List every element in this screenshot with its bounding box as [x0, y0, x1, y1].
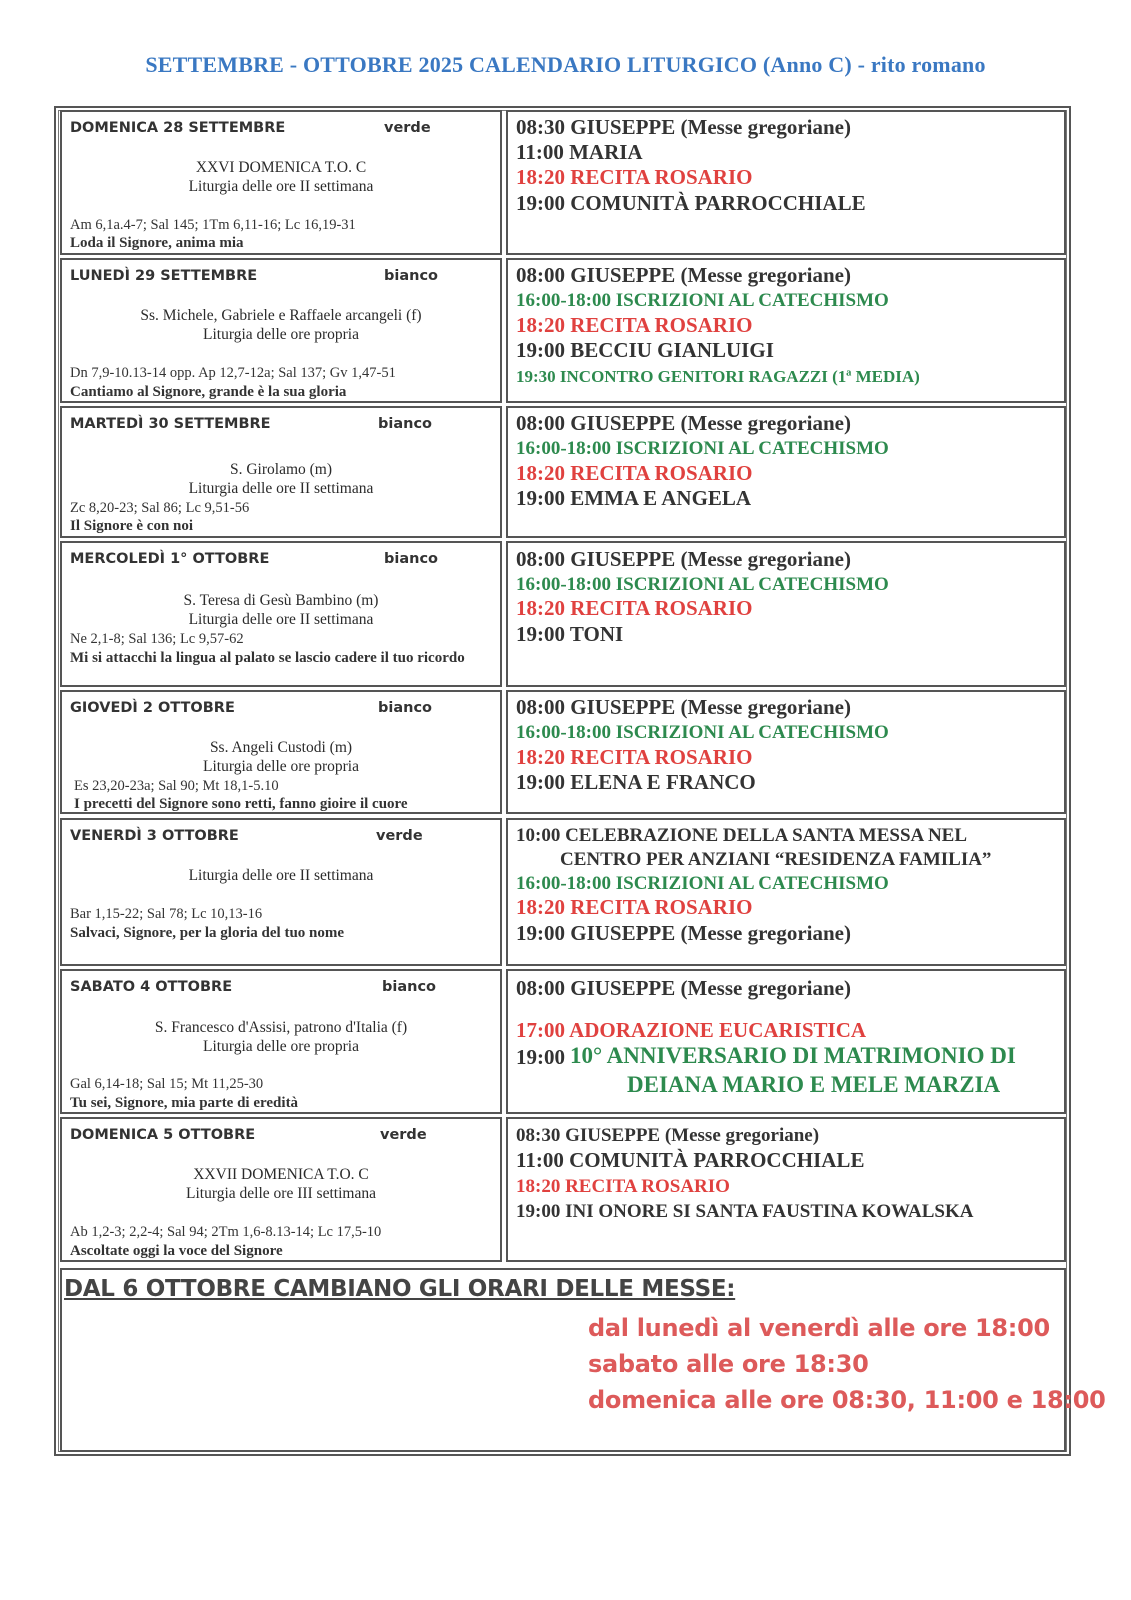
- events-cell: [506, 541, 1066, 687]
- event-item: 19:00 BECCIU GIANLUIGI: [516, 338, 774, 362]
- event-item: 16:00-18:00 ISCRIZIONI AL CATECHISMO: [516, 873, 889, 894]
- event-item: 16:00-18:00 ISCRIZIONI AL CATECHISMO: [516, 722, 889, 743]
- readings: Ab 1,2-3; 2,2-4; Sal 94; 2Tm 1,6-8.13-14; Lc 17,5-10: [70, 1224, 382, 1240]
- readings: Ne 2,1-8; Sal 136; Lc 9,57-62: [70, 631, 244, 647]
- events-cell: [506, 406, 1066, 538]
- day-row-sat-4-oct: [60, 969, 1066, 1114]
- day-row-wed-1-oct: [60, 541, 1066, 687]
- liturgy-cell: [60, 690, 502, 814]
- liturgical-color: verde: [384, 120, 431, 136]
- event-item: 08:00 GIUSEPPE (Messe gregoriane): [516, 263, 851, 287]
- psalm-response: Ascoltate oggi la voce del Signore: [70, 1243, 283, 1259]
- psalm-response: Mi si attacchi la lingua al palato se lascio cadere il tuo ricordo: [70, 650, 465, 666]
- readings: Gal 6,14-18; Sal 15; Mt 11,25-30: [70, 1076, 264, 1092]
- liturgical-color: bianco: [378, 416, 433, 432]
- mass-times-notice: [60, 1268, 1106, 1452]
- psalm-response: Il Signore è con noi: [70, 518, 194, 534]
- events-cell: [506, 818, 1066, 966]
- readings: Zc 8,20-23; Sal 86; Lc 9,51-56: [70, 500, 250, 516]
- liturgical-color: verde: [380, 1127, 427, 1143]
- event-item: 18:20 RECITA ROSARIO: [516, 596, 753, 620]
- event-item: 08:00 GIUSEPPE (Messe gregoriane): [516, 976, 851, 1000]
- celebration: XXVII DOMENICA T.O. C Liturgia delle ore III settimana: [186, 1166, 376, 1202]
- event-item: 08:30 GIUSEPPE (Messe gregoriane): [516, 115, 851, 139]
- day-name: SABATO 4 OTTOBRE: [70, 979, 233, 995]
- celebration: Ss. Michele, Gabriele e Raffaele arcangeli (f) Liturgia delle ore propria: [140, 307, 422, 343]
- liturgical-color: bianco: [378, 700, 433, 716]
- liturgy-cell: [60, 1117, 502, 1262]
- events-cell: [506, 690, 1066, 814]
- event-item: 10:00 CELEBRAZIONE DELLA SANTA MESSA NEL: [516, 825, 968, 846]
- day-name: VENERDÌ 3 OTTOBRE: [70, 828, 239, 844]
- liturgical-color: bianco: [382, 979, 437, 995]
- event-item: 18:20 RECITA ROSARIO: [516, 1176, 730, 1197]
- event-item: 08:00 GIUSEPPE (Messe gregoriane): [516, 695, 851, 719]
- event-item: 18:20 RECITA ROSARIO: [516, 745, 753, 769]
- readings: Am 6,1a.4-7; Sal 145; 1Tm 6,11-16; Lc 16,19-31: [70, 217, 356, 233]
- day-row-thu-2-oct: [60, 690, 1066, 814]
- psalm-response: I precetti del Signore sono retti, fanno gioire il cuore: [74, 796, 408, 812]
- psalm-response: Loda il Signore, anima mia: [70, 235, 244, 251]
- event-item: 19:00 EMMA E ANGELA: [516, 486, 752, 510]
- event-item: 16:00-18:00 ISCRIZIONI AL CATECHISMO: [516, 290, 889, 311]
- events-cell: [506, 110, 1066, 255]
- page-title: SETTEMBRE - OTTOBRE 2025 CALENDARIO LITURGICO (Anno C) - rito romano: [145, 52, 986, 77]
- readings: Es 23,20-23a; Sal 90; Mt 18,1-5.10: [74, 778, 279, 794]
- celebration: S. Francesco d'Assisi, patrono d'Italia (f) Liturgia delle ore propria: [154, 1019, 408, 1055]
- event-item: 18:20 RECITA ROSARIO: [516, 313, 753, 337]
- event-item: 08:00 GIUSEPPE (Messe gregoriane): [516, 547, 851, 571]
- event-item: 19:00 INI ONORE SI SANTA FAUSTINA KOWALSKA: [516, 1201, 974, 1222]
- liturgy-cell: [60, 969, 502, 1114]
- liturgy-cell: [60, 406, 502, 538]
- event-item: 11:00 MARIA: [516, 140, 643, 164]
- event-item: 19:00: [516, 1045, 565, 1069]
- event-item: 11:00 COMUNITÀ PARROCCHIALE: [516, 1148, 865, 1172]
- notice-saturday: sabato alle ore 18:30: [588, 1350, 869, 1378]
- liturgy-cell: [60, 818, 502, 966]
- liturgy-cell: [60, 541, 502, 687]
- day-name: LUNEDÌ 29 SETTEMBRE: [70, 268, 258, 284]
- liturgical-color: bianco: [384, 551, 439, 567]
- event-item: 19:30 INCONTRO GENITORI RAGAZZI (1ª MEDIA): [516, 367, 920, 386]
- event-item: 19:00 TONI: [516, 622, 624, 646]
- psalm-response: Tu sei, Signore, mia parte di eredità: [70, 1095, 299, 1111]
- event-item: 19:00 ELENA E FRANCO: [516, 770, 756, 794]
- day-name: DOMENICA 5 OTTOBRE: [70, 1127, 256, 1143]
- day-row-tue-30-sep: [60, 406, 1066, 538]
- notice-heading: DAL 6 OTTOBRE CAMBIANO GLI ORARI DELLE MESSE:: [64, 1276, 736, 1302]
- event-item: CENTRO PER ANZIANI “RESIDENZA FAMILIA”: [560, 849, 992, 870]
- celebration: Liturgia delle ore II settimana: [188, 867, 374, 884]
- celebration: XXVI DOMENICA T.O. C Liturgia delle ore II settimana: [188, 159, 374, 195]
- event-item: 19:00 GIUSEPPE (Messe gregoriane): [516, 921, 851, 945]
- notice-weekdays: dal lunedì al venerdì alle ore 18:00: [588, 1314, 1050, 1342]
- event-item: 18:20 RECITA ROSARIO: [516, 895, 753, 919]
- day-name: GIOVEDÌ 2 OTTOBRE: [70, 700, 235, 716]
- celebration: S. Girolamo (m) Liturgia delle ore II settimana: [188, 461, 374, 497]
- event-item: 10° ANNIVERSARIO DI MATRIMONIO DI: [570, 1043, 1016, 1068]
- psalm-response: Salvaci, Signore, per la gloria del tuo nome: [70, 925, 345, 941]
- liturgy-cell: [60, 110, 502, 255]
- day-name: MERCOLEDÌ 1° OTTOBRE: [70, 551, 270, 567]
- day-row-sun-28-sep: [60, 110, 1066, 255]
- notice-sunday: domenica alle ore 08:30, 11:00 e 18:00: [588, 1386, 1106, 1414]
- celebration: Ss. Angeli Custodi (m) Liturgia delle ore propria: [203, 739, 359, 775]
- day-row-mon-29-sep: [60, 258, 1066, 403]
- events-cell: [506, 1117, 1066, 1262]
- liturgical-color: bianco: [384, 268, 439, 284]
- day-row-fri-3-oct: [60, 818, 1066, 966]
- events-cell: [506, 258, 1066, 403]
- event-item: 16:00-18:00 ISCRIZIONI AL CATECHISMO: [516, 574, 889, 595]
- event-item: 16:00-18:00 ISCRIZIONI AL CATECHISMO: [516, 438, 889, 459]
- day-name: MARTEDÌ 30 SETTEMBRE: [70, 416, 271, 432]
- day-row-sun-5-oct: [60, 1117, 1066, 1262]
- readings: Dn 7,9-10.13-14 opp. Ap 12,7-12a; Sal 137; Gv 1,47-51: [70, 365, 396, 381]
- psalm-response: Cantiamo al Signore, grande è la sua gloria: [70, 384, 347, 400]
- event-item: DEIANA MARIO E MELE MARZIA: [627, 1072, 1001, 1097]
- events-cell: [506, 969, 1066, 1114]
- event-item: 17:00 ADORAZIONE EUCARISTICA: [516, 1018, 867, 1042]
- day-name: DOMENICA 28 SETTEMBRE: [70, 120, 286, 136]
- event-item: 08:00 GIUSEPPE (Messe gregoriane): [516, 411, 851, 435]
- event-item: 18:20 RECITA ROSARIO: [516, 165, 753, 189]
- event-item: 08:30 GIUSEPPE (Messe gregoriane): [516, 1125, 820, 1146]
- liturgical-color: verde: [376, 828, 423, 844]
- liturgy-cell: [60, 258, 502, 403]
- event-item: 18:20 RECITA ROSARIO: [516, 461, 753, 485]
- readings: Bar 1,15-22; Sal 78; Lc 10,13-16: [70, 906, 263, 922]
- celebration: S. Teresa di Gesù Bambino (m) Liturgia delle ore II settimana: [183, 592, 379, 628]
- event-item: 19:00 COMUNITÀ PARROCCHIALE: [516, 191, 866, 215]
